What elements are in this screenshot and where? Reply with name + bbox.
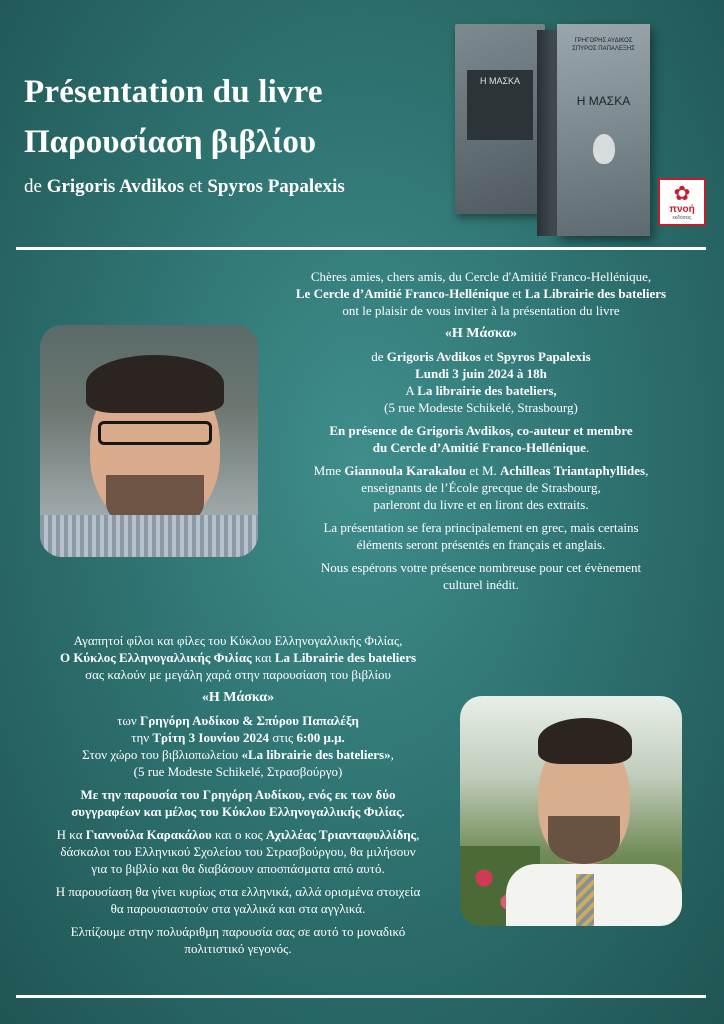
fr-by-prefix: de bbox=[371, 349, 387, 364]
book-back-title: Η ΜΑΣΚΑ bbox=[479, 76, 521, 86]
fr-invite: ont le plaisir de vous inviter à la présentation du livre bbox=[342, 303, 620, 318]
author2-name: Spyros Papalexis bbox=[207, 176, 345, 197]
gr-time: 6:00 μ.μ. bbox=[296, 730, 345, 745]
subtitle-and: et bbox=[184, 176, 208, 197]
publisher-name: πνοή bbox=[669, 204, 695, 215]
gr-invite: σας καλούν με μεγάλη χαρά στην παρουσίαση του βιβλίου bbox=[85, 667, 391, 682]
gr-lang-l1: Η παρουσίαση θα γίνει κυρίως στα ελληνικά, αλλά ορισμένα στοιχεία bbox=[55, 884, 421, 899]
fr-and: et bbox=[509, 286, 525, 301]
gr-speakers-and: και ο κος bbox=[211, 827, 266, 842]
gr-book-title: «Η Μάσκα» bbox=[201, 690, 275, 705]
gr-hope-l2: πολιτιστικό γεγονός. bbox=[184, 941, 292, 956]
gr-speakers-suffix: , bbox=[416, 827, 420, 842]
fr-speakers-l2: enseignants de l’École grecque de Strasbourg, bbox=[361, 480, 601, 495]
fr-presence-l2: du Cercle d’Amitié Franco-Hellénique bbox=[372, 440, 586, 455]
fr-place-name: La librairie des bateliers, bbox=[417, 383, 557, 398]
gr-address: (5 rue Modeste Schikelé, Στρασβούργο) bbox=[133, 764, 343, 779]
fr-presence-end: . bbox=[585, 440, 590, 455]
subtitle-prefix: de bbox=[24, 176, 47, 197]
fr-book-title: «Η Μάσκα» bbox=[444, 326, 518, 341]
fr-speaker2: Achilleas Triantaphyllides bbox=[500, 463, 646, 478]
fr-org2: La Librairie des bateliers bbox=[524, 286, 667, 301]
gr-date-prefix: την bbox=[131, 730, 153, 745]
book-spine bbox=[537, 30, 559, 236]
gr-speakers-l2: δάσκαλοι του Ελληνικού Σχολείου του Στρασβούργου, θα μιλήσουν bbox=[60, 844, 416, 859]
fr-date: Lundi 3 juin 2024 à 18h bbox=[415, 366, 547, 381]
mask-illustration bbox=[593, 134, 615, 164]
fr-speakers-suffix: , bbox=[645, 463, 649, 478]
gr-and: και bbox=[251, 650, 275, 665]
gr-speaker1: Γιαννούλα Καρακάλου bbox=[85, 827, 212, 842]
gr-speaker2: Αχιλλέας Τριανταφυλλίδης bbox=[265, 827, 417, 842]
french-invitation bbox=[262, 268, 700, 599]
title-greek: Παρουσίαση βιβλίου bbox=[24, 124, 316, 160]
fr-address: (5 rue Modeste Schikelé, Strasbourg) bbox=[384, 400, 578, 415]
gr-date: Τρίτη 3 Ιουνίου 2024 bbox=[152, 730, 270, 745]
title-french: Présentation du livre bbox=[24, 74, 323, 110]
author1-name: Grigoris Avdikos bbox=[46, 176, 185, 197]
gr-place-suffix: , bbox=[390, 747, 394, 762]
divider-top bbox=[16, 247, 706, 250]
book-back-cover bbox=[455, 24, 545, 214]
fr-hope-l2: culturel inédit. bbox=[443, 577, 519, 592]
gr-place-prefix: Στον χώρο του βιβλιοπωλείου bbox=[82, 747, 242, 762]
author-photo-spyros bbox=[460, 696, 682, 926]
gr-by-prefix: των bbox=[117, 713, 141, 728]
book-author-line1: ΓΡΗΓΟΡΗΣ ΑΥΔΙΚΟΣ bbox=[574, 38, 633, 44]
fr-speakers-and: et M. bbox=[466, 463, 501, 478]
divider-bottom bbox=[16, 995, 706, 998]
fr-greeting: Chères amies, chers amis, du Cercle d'Amitié Franco-Hellénique, bbox=[310, 269, 652, 284]
fr-author2: Spyros Papalexis bbox=[496, 349, 591, 364]
fr-lang-l2: éléments seront présentés en français et anglais. bbox=[356, 537, 606, 552]
book-title: Η ΜΑΣΚΑ bbox=[576, 94, 631, 108]
fr-author1: Grigoris Avdikos bbox=[386, 349, 481, 364]
fr-speakers-prefix: Mme bbox=[313, 463, 345, 478]
gr-presence-l1: Με την παρουσία του Γρηγόρη Αυδίκου, ενός εκ των δύο bbox=[80, 787, 396, 802]
flower-icon: ✿ bbox=[673, 183, 691, 205]
fr-hope-l1: Nous espérons votre présence nombreuse pour cet évènement bbox=[320, 560, 642, 575]
subtitle-authors bbox=[24, 176, 345, 198]
gr-authors: Γρηγόρη Αυδίκου & Σπύρου Παπαλέξη bbox=[140, 713, 359, 728]
gr-date-mid: στις bbox=[269, 730, 297, 745]
fr-speakers-l3: parleront du livre et en liront des extraits. bbox=[373, 497, 589, 512]
greek-invitation bbox=[12, 632, 464, 963]
fr-place-prefix: A bbox=[405, 383, 418, 398]
book-front-cover bbox=[557, 24, 650, 236]
fr-lang-l1: La présentation se fera principalement en grec, mais certains bbox=[323, 520, 639, 535]
fr-presence-l1: En présence de Grigoris Avdikos, co-auteur et membre bbox=[329, 423, 633, 438]
gr-org1: Ο Κύκλος Ελληνογαλλικής Φιλίας bbox=[59, 650, 252, 665]
gr-hope-l1: Ελπίζουμε στην πολυάριθμη παρουσία σας σε αυτό το μοναδικό bbox=[70, 924, 406, 939]
publisher-sub: εκδόσεις bbox=[672, 215, 692, 221]
publisher-logo bbox=[658, 178, 706, 226]
gr-org2: La Librairie des bateliers bbox=[274, 650, 417, 665]
fr-org1: Le Cercle d’Amitié Franco-Hellénique bbox=[295, 286, 510, 301]
gr-speakers-prefix: Η κα bbox=[56, 827, 86, 842]
fr-by-and: et bbox=[480, 349, 497, 364]
fr-speaker1: Giannoula Karakalou bbox=[344, 463, 467, 478]
gr-speakers-l3: για το βιβλίο και θα διαβάσουν αποσπάσματα από αυτό. bbox=[91, 861, 385, 876]
gr-presence-l2: συγγραφέων και μέλος του Κύκλου Ελληνογαλλικής Φιλίας. bbox=[71, 804, 405, 819]
gr-lang-l2: θα παρουσιαστούν στα γαλλικά και στα αγγλικά. bbox=[110, 901, 366, 916]
gr-place-name: «La librairie des bateliers» bbox=[241, 747, 391, 762]
book-author-line2: ΣΠΥΡΟΣ ΠΑΠΑΛΕΞΗΣ bbox=[572, 46, 635, 52]
gr-greeting: Αγαπητοί φίλοι και φίλες του Κύκλου Ελληνογαλλικής Φιλίας, bbox=[73, 633, 403, 648]
author-photo-grigoris bbox=[40, 325, 258, 557]
